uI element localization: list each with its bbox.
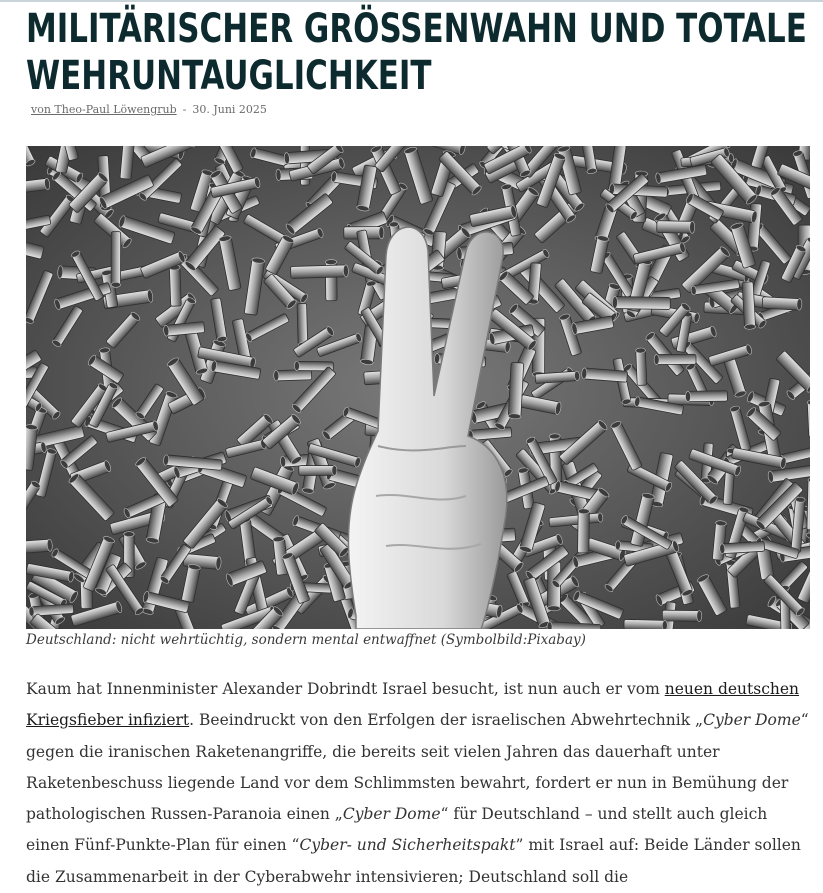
article-container [26, 0, 810, 886]
article-image [26, 146, 810, 629]
article-meta [26, 101, 810, 119]
title-line-1: MILITÄRISCHER GRÖSSENWAHN UND TOTALE [26, 6, 807, 52]
kriegsfieber-link[interactable]: neuen deutschen Kriegsfieber infiziert [26, 680, 800, 730]
title-line-2: WEHRUNTAUGLICHKEIT [26, 53, 432, 99]
bullet-casings-image [26, 146, 810, 629]
page-title [26, 0, 809, 100]
publish-date: 30. Juni 2025 [192, 103, 267, 116]
cyber-dome-emphasis-1: Cyber Dome [703, 711, 801, 730]
body-text-1: Kaum hat Innenminister Alexander Dobrindt Israel besucht, ist nun auch er vom [26, 680, 665, 698]
meta-separator: - [182, 103, 187, 116]
sicherheitspakt-emphasis: Cyber- und Sicherheitspakt [299, 836, 516, 855]
body-text-2: . Beeindruckt von den Erfolgen der israelischen Abwehrtechnik „ [189, 711, 704, 730]
body-text-5: ” mit Israel auf: Beide Länder sollen die Zusammenarbeit in der Cyberabwehr intensivieren; Deutschland soll die [26, 836, 801, 886]
cyber-dome-emphasis-2: Cyber Dome [342, 805, 441, 824]
article-body [26, 674, 810, 893]
author-link[interactable]: von Theo-Paul Löwengrub [31, 103, 177, 116]
body-text-4: “ für Deutschland – und stellt auch gleich einen Fünf-Punkte-Plan für einen “ [26, 805, 768, 855]
body-text-3: “ gegen die iranischen Raketenangriffe, die bereits seit vielen Jahren das dauerhaft unter Raketenbeschuss liegende Land vor dem Schlimmsten bewahrt, fordert er nun in Bemühung der pathologischen Russen-Paranoia einen „ [26, 711, 809, 824]
image-caption: Deutschland: nicht wehrtüchtig, sondern mental entwaffnet (Symbolbild:Pixabay) [26, 632, 586, 648]
